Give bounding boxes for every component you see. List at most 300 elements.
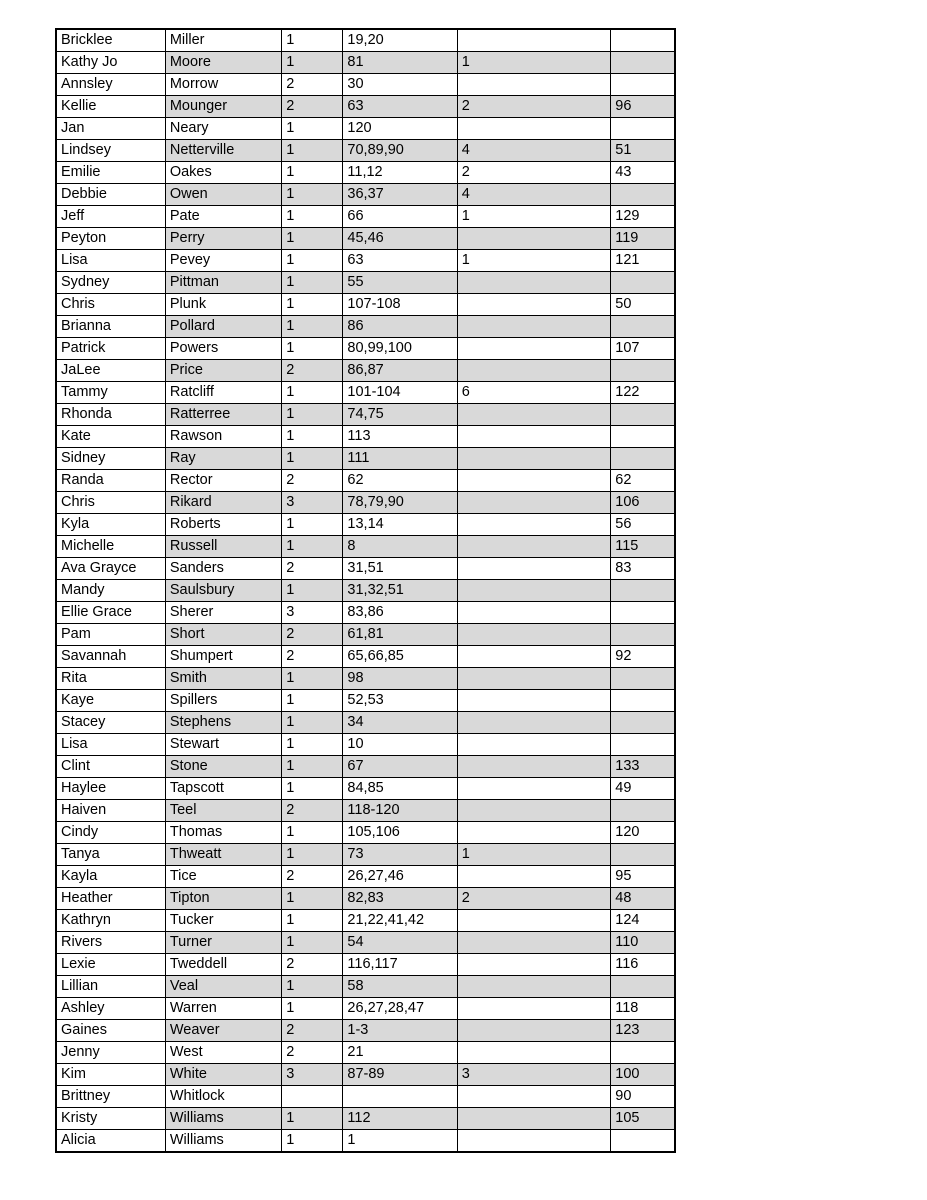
- col4-cell: 55: [343, 272, 457, 294]
- last-name-cell: Ratcliff: [165, 382, 281, 404]
- last-name-cell: Powers: [165, 338, 281, 360]
- col4-cell: 116,117: [343, 954, 457, 976]
- first-name-cell: Kayla: [56, 866, 165, 888]
- last-name-cell: Tipton: [165, 888, 281, 910]
- table-row: [56, 206, 675, 228]
- col6-cell: [611, 74, 675, 96]
- last-name-cell: Teel: [165, 800, 281, 822]
- first-name-cell: Kristy: [56, 1108, 165, 1130]
- col5-cell: [457, 668, 610, 690]
- col5-cell: [457, 514, 610, 536]
- col3-cell: 1: [282, 250, 343, 272]
- col6-cell: 43: [611, 162, 675, 184]
- col5-cell: 4: [457, 184, 610, 206]
- col5-cell: [457, 360, 610, 382]
- col4-cell: 111: [343, 448, 457, 470]
- first-name-cell: Kellie: [56, 96, 165, 118]
- first-name-cell: Tammy: [56, 382, 165, 404]
- col5-cell: [457, 580, 610, 602]
- table-row: [56, 1042, 675, 1064]
- table-row: [56, 624, 675, 646]
- col3-cell: 2: [282, 1020, 343, 1042]
- first-name-cell: Lillian: [56, 976, 165, 998]
- col6-cell: 119: [611, 228, 675, 250]
- col3-cell: 1: [282, 382, 343, 404]
- last-name-cell: Tucker: [165, 910, 281, 932]
- col4-cell: 74,75: [343, 404, 457, 426]
- col6-cell: 121: [611, 250, 675, 272]
- col5-cell: [457, 712, 610, 734]
- col3-cell: 1: [282, 514, 343, 536]
- first-name-cell: Kathryn: [56, 910, 165, 932]
- col5-cell: [457, 1130, 610, 1153]
- col4-cell: 63: [343, 250, 457, 272]
- last-name-cell: Neary: [165, 118, 281, 140]
- col5-cell: [457, 822, 610, 844]
- col6-cell: 120: [611, 822, 675, 844]
- first-name-cell: Lexie: [56, 954, 165, 976]
- col4-cell: 84,85: [343, 778, 457, 800]
- last-name-cell: Shumpert: [165, 646, 281, 668]
- col3-cell: 1: [282, 690, 343, 712]
- col4-cell: 98: [343, 668, 457, 690]
- col3-cell: 1: [282, 184, 343, 206]
- first-name-cell: Jeff: [56, 206, 165, 228]
- col6-cell: 124: [611, 910, 675, 932]
- col4-cell: 101-104: [343, 382, 457, 404]
- col3-cell: 2: [282, 1042, 343, 1064]
- col3-cell: 2: [282, 470, 343, 492]
- table-row: [56, 734, 675, 756]
- first-name-cell: Kaye: [56, 690, 165, 712]
- first-name-cell: Alicia: [56, 1130, 165, 1153]
- table-row: [56, 382, 675, 404]
- col4-cell: 52,53: [343, 690, 457, 712]
- col4-cell: 113: [343, 426, 457, 448]
- col4-cell: 61,81: [343, 624, 457, 646]
- table-row: [56, 316, 675, 338]
- last-name-cell: Stewart: [165, 734, 281, 756]
- first-name-cell: Haiven: [56, 800, 165, 822]
- col4-cell: 11,12: [343, 162, 457, 184]
- first-name-cell: Bricklee: [56, 29, 165, 52]
- col6-cell: 106: [611, 492, 675, 514]
- first-name-cell: Kyla: [56, 514, 165, 536]
- col6-cell: [611, 360, 675, 382]
- col4-cell: 87-89: [343, 1064, 457, 1086]
- col4-cell: [343, 1086, 457, 1108]
- first-name-cell: Heather: [56, 888, 165, 910]
- table-row: [56, 580, 675, 602]
- last-name-cell: Pevey: [165, 250, 281, 272]
- col3-cell: 1: [282, 536, 343, 558]
- table-row: [56, 558, 675, 580]
- col6-cell: [611, 1130, 675, 1153]
- col4-cell: 70,89,90: [343, 140, 457, 162]
- col4-cell: 31,32,51: [343, 580, 457, 602]
- last-name-cell: Rikard: [165, 492, 281, 514]
- first-name-cell: Jan: [56, 118, 165, 140]
- table-row: [56, 162, 675, 184]
- last-name-cell: Plunk: [165, 294, 281, 316]
- col5-cell: [457, 470, 610, 492]
- first-name-cell: Pam: [56, 624, 165, 646]
- table-row: [56, 690, 675, 712]
- col3-cell: 1: [282, 52, 343, 74]
- col3-cell: 1: [282, 29, 343, 52]
- col4-cell: 21,22,41,42: [343, 910, 457, 932]
- table-row: [56, 360, 675, 382]
- col3-cell: 1: [282, 756, 343, 778]
- col5-cell: [457, 492, 610, 514]
- col4-cell: 34: [343, 712, 457, 734]
- table-row: [56, 712, 675, 734]
- table-row: [56, 1020, 675, 1042]
- last-name-cell: Perry: [165, 228, 281, 250]
- col4-cell: 26,27,28,47: [343, 998, 457, 1020]
- col5-cell: [457, 448, 610, 470]
- last-name-cell: Tweddell: [165, 954, 281, 976]
- table-row: [56, 998, 675, 1020]
- col3-cell: 1: [282, 734, 343, 756]
- first-name-cell: Tanya: [56, 844, 165, 866]
- col5-cell: [457, 316, 610, 338]
- last-name-cell: White: [165, 1064, 281, 1086]
- col3-cell: 1: [282, 1130, 343, 1153]
- last-name-cell: Veal: [165, 976, 281, 998]
- last-name-cell: West: [165, 1042, 281, 1064]
- col5-cell: [457, 976, 610, 998]
- first-name-cell: Haylee: [56, 778, 165, 800]
- table-row: [56, 448, 675, 470]
- col5-cell: [457, 272, 610, 294]
- table-row: [56, 52, 675, 74]
- table-row: [56, 294, 675, 316]
- col6-cell: 49: [611, 778, 675, 800]
- col5-cell: [457, 426, 610, 448]
- table-row: [56, 536, 675, 558]
- col5-cell: 2: [457, 162, 610, 184]
- col6-cell: [611, 976, 675, 998]
- col3-cell: 2: [282, 800, 343, 822]
- table-row: [56, 470, 675, 492]
- last-name-cell: Russell: [165, 536, 281, 558]
- col3-cell: 2: [282, 74, 343, 96]
- col6-cell: [611, 448, 675, 470]
- col6-cell: [611, 272, 675, 294]
- col6-cell: 96: [611, 96, 675, 118]
- col5-cell: [457, 228, 610, 250]
- col3-cell: 3: [282, 492, 343, 514]
- col5-cell: [457, 866, 610, 888]
- table-row: [56, 250, 675, 272]
- last-name-cell: Rector: [165, 470, 281, 492]
- last-name-cell: Moore: [165, 52, 281, 74]
- col6-cell: [611, 52, 675, 74]
- col3-cell: 1: [282, 294, 343, 316]
- col3-cell: 1: [282, 272, 343, 294]
- first-name-cell: Jenny: [56, 1042, 165, 1064]
- first-name-cell: Gaines: [56, 1020, 165, 1042]
- last-name-cell: Miller: [165, 29, 281, 52]
- col4-cell: 10: [343, 734, 457, 756]
- col6-cell: 115: [611, 536, 675, 558]
- col5-cell: [457, 294, 610, 316]
- col5-cell: 1: [457, 250, 610, 272]
- col5-cell: [457, 602, 610, 624]
- data-table: [55, 28, 676, 1153]
- col4-cell: 31,51: [343, 558, 457, 580]
- col5-cell: [457, 778, 610, 800]
- col6-cell: 133: [611, 756, 675, 778]
- last-name-cell: Tapscott: [165, 778, 281, 800]
- col4-cell: 21: [343, 1042, 457, 1064]
- table-row: [56, 514, 675, 536]
- last-name-cell: Turner: [165, 932, 281, 954]
- table-row: [56, 29, 675, 52]
- col6-cell: 56: [611, 514, 675, 536]
- col6-cell: [611, 316, 675, 338]
- col4-cell: 83,86: [343, 602, 457, 624]
- col6-cell: [611, 624, 675, 646]
- first-name-cell: Emilie: [56, 162, 165, 184]
- col5-cell: [457, 910, 610, 932]
- col4-cell: 112: [343, 1108, 457, 1130]
- first-name-cell: Ellie Grace: [56, 602, 165, 624]
- col3-cell: 2: [282, 624, 343, 646]
- table-row: [56, 140, 675, 162]
- last-name-cell: Ray: [165, 448, 281, 470]
- col4-cell: 86: [343, 316, 457, 338]
- col3-cell: 3: [282, 1064, 343, 1086]
- col5-cell: [457, 1108, 610, 1130]
- table-row: [56, 954, 675, 976]
- col5-cell: 1: [457, 52, 610, 74]
- table-row: [56, 338, 675, 360]
- col3-cell: 1: [282, 910, 343, 932]
- table-row: [56, 888, 675, 910]
- col3-cell: 1: [282, 998, 343, 1020]
- col3-cell: 1: [282, 778, 343, 800]
- col5-cell: [457, 998, 610, 1020]
- first-name-cell: Mandy: [56, 580, 165, 602]
- table-row: [56, 822, 675, 844]
- table-row: [56, 602, 675, 624]
- last-name-cell: Smith: [165, 668, 281, 690]
- col5-cell: [457, 404, 610, 426]
- col4-cell: 36,37: [343, 184, 457, 206]
- first-name-cell: Stacey: [56, 712, 165, 734]
- table-row: [56, 426, 675, 448]
- table-row: [56, 404, 675, 426]
- col6-cell: 100: [611, 1064, 675, 1086]
- last-name-cell: Thweatt: [165, 844, 281, 866]
- col4-cell: 78,79,90: [343, 492, 457, 514]
- col5-cell: [457, 954, 610, 976]
- col6-cell: 105: [611, 1108, 675, 1130]
- first-name-cell: Lisa: [56, 734, 165, 756]
- table-row: [56, 272, 675, 294]
- col6-cell: [611, 1042, 675, 1064]
- last-name-cell: Owen: [165, 184, 281, 206]
- col6-cell: 90: [611, 1086, 675, 1108]
- table-row: [56, 118, 675, 140]
- col5-cell: [457, 338, 610, 360]
- col6-cell: [611, 602, 675, 624]
- first-name-cell: Savannah: [56, 646, 165, 668]
- table-body: [56, 29, 675, 1152]
- col5-cell: 2: [457, 888, 610, 910]
- last-name-cell: Roberts: [165, 514, 281, 536]
- last-name-cell: Stephens: [165, 712, 281, 734]
- last-name-cell: Warren: [165, 998, 281, 1020]
- col5-cell: [457, 1086, 610, 1108]
- col6-cell: [611, 184, 675, 206]
- first-name-cell: Rita: [56, 668, 165, 690]
- table-row: [56, 492, 675, 514]
- first-name-cell: Kathy Jo: [56, 52, 165, 74]
- col6-cell: 50: [611, 294, 675, 316]
- col4-cell: 13,14: [343, 514, 457, 536]
- col6-cell: 51: [611, 140, 675, 162]
- last-name-cell: Price: [165, 360, 281, 382]
- first-name-cell: Peyton: [56, 228, 165, 250]
- col5-cell: [457, 1042, 610, 1064]
- col3-cell: 1: [282, 162, 343, 184]
- first-name-cell: Sydney: [56, 272, 165, 294]
- first-name-cell: Ava Grayce: [56, 558, 165, 580]
- table-row: [56, 976, 675, 998]
- col3-cell: 1: [282, 844, 343, 866]
- table-row: [56, 844, 675, 866]
- col3-cell: 1: [282, 822, 343, 844]
- col5-cell: 4: [457, 140, 610, 162]
- last-name-cell: Sherer: [165, 602, 281, 624]
- table-row: [56, 74, 675, 96]
- col5-cell: [457, 646, 610, 668]
- col6-cell: 95: [611, 866, 675, 888]
- col6-cell: [611, 118, 675, 140]
- col5-cell: [457, 29, 610, 52]
- last-name-cell: Pollard: [165, 316, 281, 338]
- col4-cell: 8: [343, 536, 457, 558]
- col5-cell: 1: [457, 844, 610, 866]
- col3-cell: 1: [282, 888, 343, 910]
- col3-cell: 1: [282, 580, 343, 602]
- first-name-cell: Kate: [56, 426, 165, 448]
- col6-cell: [611, 690, 675, 712]
- col3-cell: 1: [282, 140, 343, 162]
- first-name-cell: Lisa: [56, 250, 165, 272]
- col6-cell: [611, 712, 675, 734]
- col6-cell: 110: [611, 932, 675, 954]
- first-name-cell: Kim: [56, 1064, 165, 1086]
- last-name-cell: Williams: [165, 1130, 281, 1153]
- first-name-cell: Patrick: [56, 338, 165, 360]
- col3-cell: 1: [282, 118, 343, 140]
- col5-cell: [457, 734, 610, 756]
- col6-cell: [611, 580, 675, 602]
- col4-cell: 62: [343, 470, 457, 492]
- first-name-cell: Ashley: [56, 998, 165, 1020]
- col5-cell: [457, 118, 610, 140]
- first-name-cell: Michelle: [56, 536, 165, 558]
- col3-cell: 1: [282, 932, 343, 954]
- last-name-cell: Oakes: [165, 162, 281, 184]
- last-name-cell: Tice: [165, 866, 281, 888]
- col6-cell: 48: [611, 888, 675, 910]
- first-name-cell: Cindy: [56, 822, 165, 844]
- col3-cell: 1: [282, 1108, 343, 1130]
- col4-cell: 30: [343, 74, 457, 96]
- table-row: [56, 778, 675, 800]
- col3-cell: 1: [282, 426, 343, 448]
- col4-cell: 105,106: [343, 822, 457, 844]
- col4-cell: 1-3: [343, 1020, 457, 1042]
- last-name-cell: Short: [165, 624, 281, 646]
- col6-cell: 123: [611, 1020, 675, 1042]
- col6-cell: [611, 734, 675, 756]
- col4-cell: 67: [343, 756, 457, 778]
- col4-cell: 65,66,85: [343, 646, 457, 668]
- col6-cell: [611, 668, 675, 690]
- col3-cell: 2: [282, 360, 343, 382]
- last-name-cell: Thomas: [165, 822, 281, 844]
- col6-cell: 122: [611, 382, 675, 404]
- col4-cell: 80,99,100: [343, 338, 457, 360]
- last-name-cell: Williams: [165, 1108, 281, 1130]
- table-row: [56, 756, 675, 778]
- table-row: [56, 800, 675, 822]
- col3-cell: 1: [282, 228, 343, 250]
- last-name-cell: Ratterree: [165, 404, 281, 426]
- col5-cell: [457, 558, 610, 580]
- first-name-cell: Annsley: [56, 74, 165, 96]
- col5-cell: [457, 756, 610, 778]
- col3-cell: 2: [282, 954, 343, 976]
- col4-cell: 1: [343, 1130, 457, 1153]
- col5-cell: [457, 800, 610, 822]
- col4-cell: 45,46: [343, 228, 457, 250]
- table-row: [56, 1064, 675, 1086]
- col4-cell: 120: [343, 118, 457, 140]
- col5-cell: [457, 536, 610, 558]
- col3-cell: 2: [282, 96, 343, 118]
- col3-cell: 1: [282, 338, 343, 360]
- col6-cell: 129: [611, 206, 675, 228]
- col5-cell: 2: [457, 96, 610, 118]
- last-name-cell: Stone: [165, 756, 281, 778]
- col4-cell: 81: [343, 52, 457, 74]
- table-row: [56, 866, 675, 888]
- col4-cell: 118-120: [343, 800, 457, 822]
- table-row: [56, 910, 675, 932]
- first-name-cell: Chris: [56, 492, 165, 514]
- col5-cell: [457, 932, 610, 954]
- col3-cell: 1: [282, 404, 343, 426]
- col5-cell: [457, 690, 610, 712]
- table-row: [56, 646, 675, 668]
- col6-cell: 118: [611, 998, 675, 1020]
- col4-cell: 82,83: [343, 888, 457, 910]
- table-row: [56, 96, 675, 118]
- col4-cell: 73: [343, 844, 457, 866]
- last-name-cell: Netterville: [165, 140, 281, 162]
- last-name-cell: Pate: [165, 206, 281, 228]
- last-name-cell: Weaver: [165, 1020, 281, 1042]
- last-name-cell: Morrow: [165, 74, 281, 96]
- col4-cell: 63: [343, 96, 457, 118]
